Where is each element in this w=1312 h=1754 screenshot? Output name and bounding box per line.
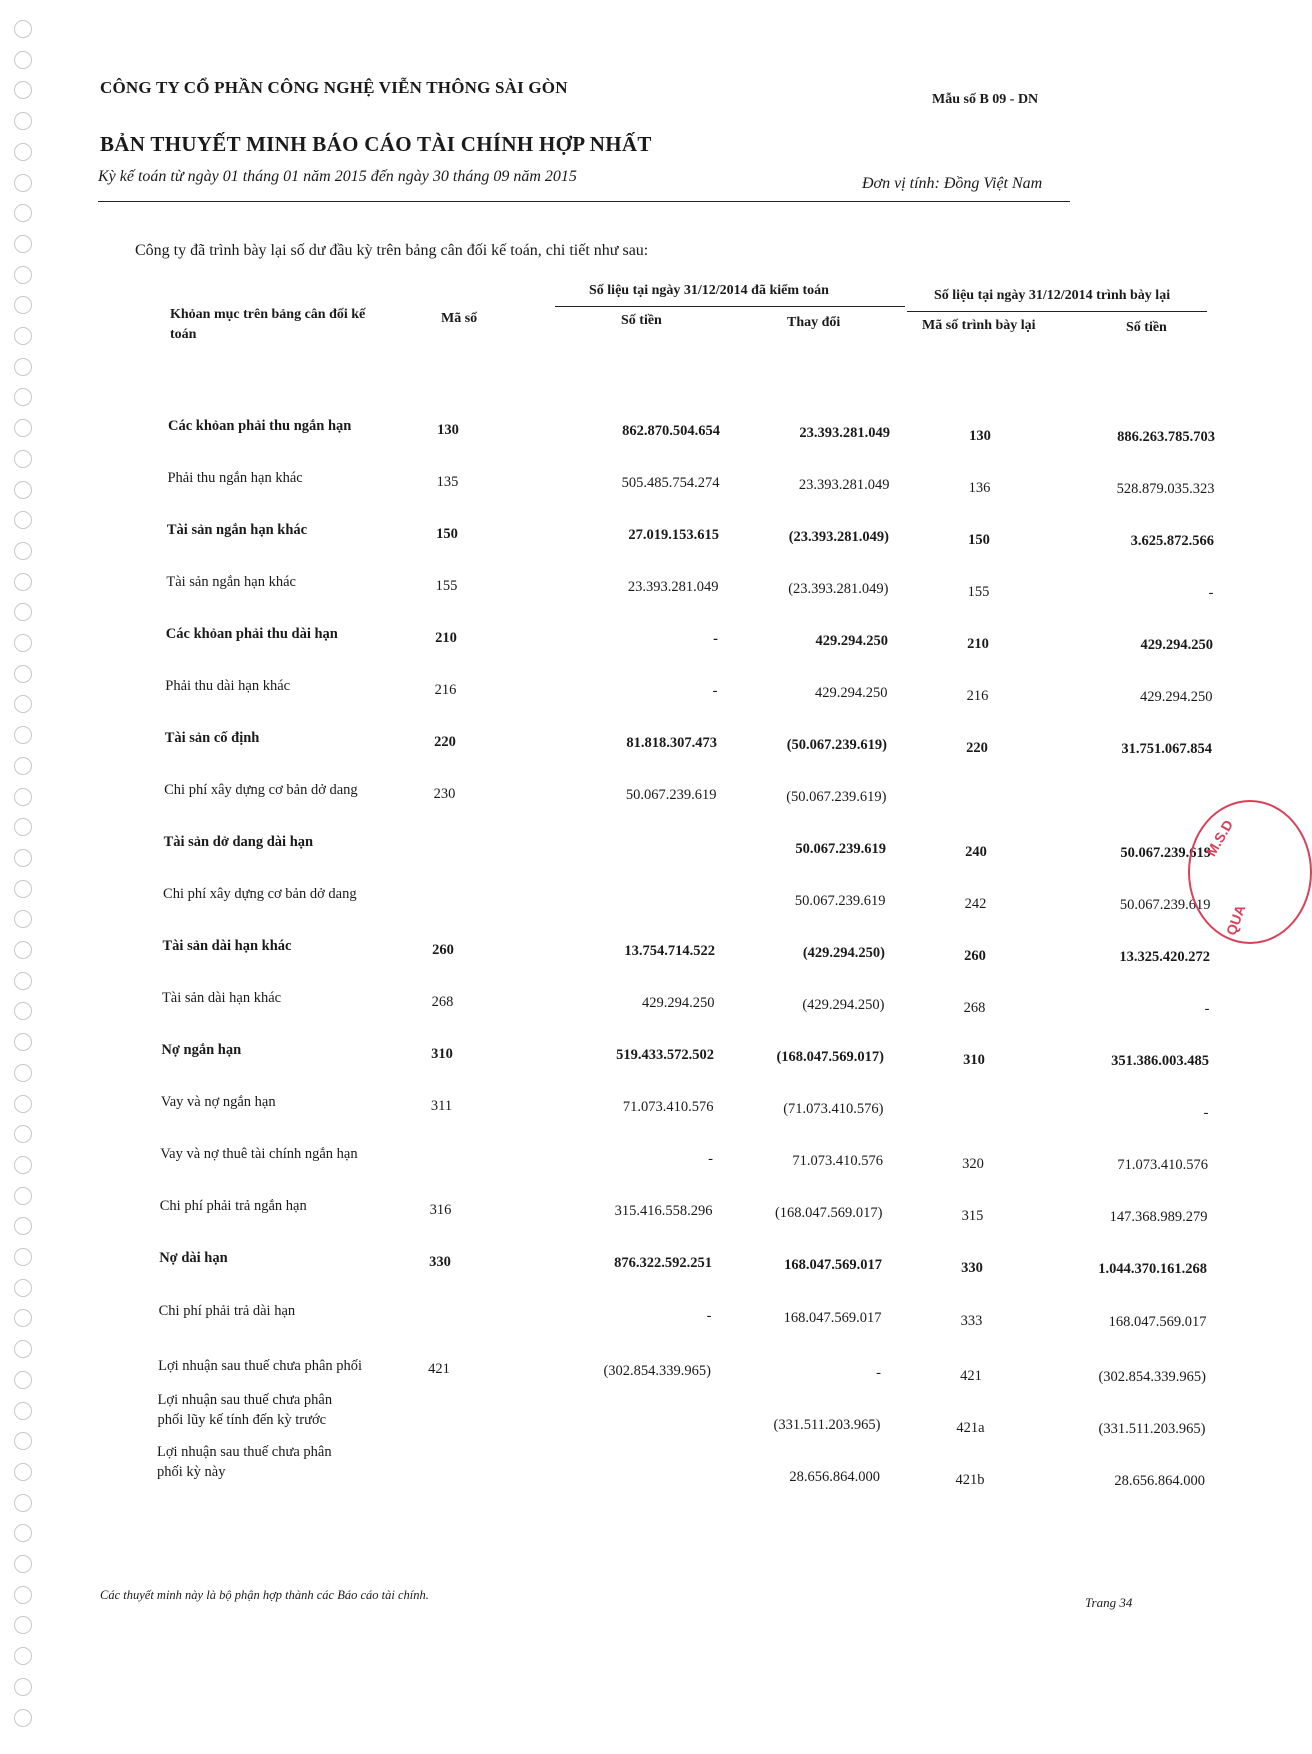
table-cell-new-amount: 28.656.864.000 bbox=[1114, 1473, 1205, 1489]
table-cell-new-code: 268 bbox=[963, 999, 986, 1016]
table-cell-amount: - bbox=[706, 1307, 712, 1324]
table-cell-new-amount: 429.294.250 bbox=[1140, 637, 1213, 654]
table-cell-amount: 862.870.504.654 bbox=[622, 423, 720, 439]
binder-hole bbox=[14, 1187, 32, 1205]
binder-hole bbox=[14, 1616, 32, 1634]
table-cell-change: 23.393.281.049 bbox=[798, 477, 890, 494]
table-cell-change: (331.511.203.965) bbox=[773, 1417, 881, 1434]
binder-hole bbox=[14, 849, 32, 867]
binder-hole bbox=[14, 665, 32, 683]
table-cell-code: 311 bbox=[430, 1097, 453, 1114]
column-header-amount: Số tiền bbox=[621, 313, 662, 328]
binder-hole bbox=[14, 910, 32, 928]
table-cell-amount: 71.073.410.576 bbox=[622, 1098, 714, 1115]
table-cell-new-amount: 50.067.239.619 bbox=[1119, 897, 1211, 914]
table-cell-new-code: 421b bbox=[955, 1471, 985, 1488]
binder-hole bbox=[14, 788, 32, 806]
table-cell-amount: 13.754.714.522 bbox=[624, 942, 715, 959]
table-cell-code: 310 bbox=[431, 1045, 453, 1062]
table-cell-amount: - bbox=[708, 1150, 713, 1167]
column-header-code: Mã số bbox=[441, 311, 478, 326]
table-cell-change: 50.067.239.619 bbox=[795, 841, 886, 858]
table-cell-code: 268 bbox=[431, 993, 454, 1010]
table-cell-new-code: 421 bbox=[960, 1367, 982, 1384]
binder-hole bbox=[14, 941, 32, 959]
page-number: Trang 34 bbox=[1085, 1595, 1133, 1610]
table-cell-code: 330 bbox=[429, 1253, 451, 1270]
table-cell-new-code: 242 bbox=[964, 895, 987, 912]
table-cell-change: 71.073.410.576 bbox=[792, 1153, 883, 1170]
table-cell-item: Tài sản dài hạn khác bbox=[161, 990, 282, 1007]
table-cell-item: Lợi nhuận sau thuế chưa phân phối lũy kế tính đến kỳ trước bbox=[157, 1391, 333, 1428]
table-cell-new-code: 150 bbox=[968, 531, 990, 548]
table-cell-item: Tài sản cố định bbox=[164, 730, 260, 747]
table-cell-change: - bbox=[876, 1365, 881, 1382]
table-cell-item: Nợ ngắn hạn bbox=[161, 1042, 242, 1059]
table-cell-new-code: 310 bbox=[963, 1051, 985, 1068]
binder-hole bbox=[14, 573, 32, 591]
document-title: BẢN THUYẾT MINH BÁO CÁO TÀI CHÍNH HỢP NHẤT bbox=[100, 132, 652, 156]
table-cell-change: (429.294.250) bbox=[802, 997, 885, 1014]
table-cell-new-code: 421a bbox=[956, 1419, 985, 1436]
table-cell-item: Phải thu ngắn hạn khác bbox=[167, 470, 303, 487]
binder-hole bbox=[14, 542, 32, 560]
binder-hole bbox=[14, 972, 32, 990]
table-cell-code: 210 bbox=[435, 629, 457, 646]
binder-hole bbox=[14, 204, 32, 222]
binder-hole bbox=[14, 1524, 32, 1542]
table-cell-amount: 429.294.250 bbox=[642, 994, 715, 1011]
table-cell-change: 50.067.239.619 bbox=[794, 893, 886, 910]
table-cell-item: Tài sản dở dang dài hạn bbox=[163, 834, 314, 851]
binder-hole bbox=[14, 450, 32, 468]
table-cell-new-code: 260 bbox=[964, 947, 986, 964]
binder-hole bbox=[14, 1064, 32, 1082]
binder-hole bbox=[14, 1217, 32, 1235]
table-cell-new-amount: 528.879.035.323 bbox=[1116, 481, 1215, 498]
table-cell-change: (23.393.281.049) bbox=[788, 529, 889, 546]
binder-hole bbox=[14, 1125, 32, 1143]
accounting-period: Kỳ kế toán từ ngày 01 tháng 01 năm 2015 đến ngày 30 tháng 09 năm 2015 bbox=[98, 168, 577, 185]
header-rule bbox=[98, 201, 1070, 202]
binder-hole bbox=[14, 81, 32, 99]
column-header-item: Khỏan mục trên bảng cân đối kế toán bbox=[170, 307, 366, 342]
table-cell-new-code: 320 bbox=[962, 1155, 984, 1172]
table-cell-new-amount: 3.625.872.566 bbox=[1130, 533, 1214, 550]
table-cell-amount: - bbox=[713, 630, 718, 647]
table-cell-change: 168.047.569.017 bbox=[783, 1310, 882, 1327]
company-name: CÔNG TY CỔ PHẦN CÔNG NGHỆ VIỄN THÔNG SÀI GÒN bbox=[100, 78, 568, 97]
table-cell-amount: 505.485.754.274 bbox=[621, 474, 720, 491]
table-cell-code: 316 bbox=[429, 1201, 452, 1218]
binder-hole bbox=[14, 1402, 32, 1420]
table-cell-new-code: 130 bbox=[969, 427, 991, 444]
binder-hole bbox=[14, 1156, 32, 1174]
table-cell-amount: - bbox=[712, 682, 718, 699]
seal-text-top: M.S.D bbox=[1202, 817, 1237, 859]
table-cell-code: 216 bbox=[434, 681, 457, 698]
table-cell-item: Lợi nhuận sau thuế chưa phân phối kỳ này bbox=[157, 1443, 332, 1480]
table-cell-new-code: 315 bbox=[961, 1207, 984, 1224]
table-cell-item: Tài sản dài hạn khác bbox=[162, 938, 292, 955]
column-header-change: Thay đổi bbox=[787, 315, 841, 330]
binder-hole bbox=[14, 20, 32, 38]
binder-hole bbox=[14, 1555, 32, 1573]
table-cell-code: 155 bbox=[435, 577, 458, 594]
binder-hole bbox=[14, 1095, 32, 1113]
intro-text: Công ty đã trình bày lại số dư đầu kỳ trên bảng cân đối kế toán, chi tiết như sau: bbox=[135, 242, 649, 259]
table-cell-item: Vay và nợ thuê tài chính ngắn hạn bbox=[160, 1146, 358, 1162]
table-cell-code: 135 bbox=[436, 473, 459, 490]
table-cell-amount: 81.818.307.473 bbox=[626, 734, 717, 751]
binder-hole bbox=[14, 1463, 32, 1481]
table-cell-item: Các khỏan phải thu dài hạn bbox=[165, 626, 338, 643]
binder-hole bbox=[14, 1432, 32, 1450]
table-cell-change: (168.047.569.017) bbox=[774, 1205, 883, 1222]
binder-hole bbox=[14, 174, 32, 192]
binder-hole bbox=[14, 1033, 32, 1051]
binder-hole bbox=[14, 327, 32, 345]
table-cell-new-amount: (331.511.203.965) bbox=[1098, 1421, 1206, 1437]
table-cell-item: Chi phí phải trả dài hạn bbox=[158, 1302, 296, 1319]
binder-hole bbox=[14, 481, 32, 499]
table-cell-new-amount: - bbox=[1203, 1105, 1209, 1122]
company-seal bbox=[1188, 800, 1312, 944]
binder-hole bbox=[14, 726, 32, 744]
column-header-new-code: Mã số trình bày lại bbox=[922, 318, 1036, 333]
table-cell-amount: 50.067.239.619 bbox=[625, 786, 717, 803]
table-cell-new-amount: - bbox=[1208, 585, 1214, 602]
binder-hole bbox=[14, 1371, 32, 1389]
table-cell-change: (23.393.281.049) bbox=[788, 581, 889, 598]
table-cell-change: (429.294.250) bbox=[802, 945, 885, 962]
table-cell-item: Chi phí xây dựng cơ bản dở dang bbox=[163, 886, 357, 903]
table-cell-new-code: 155 bbox=[967, 583, 990, 600]
table-cell-amount: (302.854.339.965) bbox=[603, 1362, 711, 1379]
table-cell-amount: 23.393.281.049 bbox=[627, 578, 719, 595]
group-header-audited: Số liệu tại ngày 31/12/2014 đã kiểm toán bbox=[589, 283, 829, 298]
binder-hole bbox=[14, 1709, 32, 1727]
table-cell-change: 28.656.864.000 bbox=[789, 1469, 880, 1486]
binder-hole bbox=[14, 818, 32, 836]
table-cell-item: Tài sản ngắn hạn khác bbox=[166, 522, 308, 539]
footer-note: Các thuyết minh này là bộ phận hợp thành các Báo cáo tài chính. bbox=[100, 1588, 429, 1602]
table-cell-change: (168.047.569.017) bbox=[776, 1049, 884, 1066]
binder-hole bbox=[14, 880, 32, 898]
table-cell-item: Các khỏan phải thu ngắn hạn bbox=[168, 418, 352, 435]
binder-hole bbox=[14, 235, 32, 253]
table-cell-change: 429.294.250 bbox=[815, 685, 888, 702]
table-cell-code: 150 bbox=[436, 525, 458, 542]
table-cell-new-amount: 429.294.250 bbox=[1140, 689, 1213, 706]
currency-unit: Đơn vị tính: Đồng Việt Nam bbox=[862, 175, 1043, 192]
table-cell-new-amount: 31.751.067.854 bbox=[1121, 741, 1212, 758]
table-cell-amount: 876.322.592.251 bbox=[614, 1254, 712, 1271]
binder-hole bbox=[14, 358, 32, 376]
table-cell-new-code: 210 bbox=[967, 635, 989, 652]
table-cell-new-code: 220 bbox=[966, 739, 988, 756]
table-cell-change: (71.073.410.576) bbox=[783, 1101, 884, 1118]
binder-hole bbox=[14, 419, 32, 437]
table-cell-new-code: 333 bbox=[960, 1312, 983, 1329]
table-cell-new-code: 136 bbox=[968, 479, 991, 496]
table-cell-new-code: 216 bbox=[966, 687, 989, 704]
binder-hole bbox=[14, 266, 32, 284]
table-cell-code: 220 bbox=[434, 733, 456, 750]
table-cell-item: Lợi nhuận sau thuế chưa phân phối bbox=[158, 1357, 363, 1374]
binder-hole bbox=[14, 388, 32, 406]
table-cell-new-amount: 1.044.370.161.268 bbox=[1098, 1261, 1207, 1278]
table-cell-item: Nợ dài hạn bbox=[159, 1249, 228, 1266]
group-header-restated: Số liệu tại ngày 31/12/2014 trình bày lại bbox=[934, 288, 1171, 303]
binder-hole bbox=[14, 296, 32, 314]
binder-hole bbox=[14, 1494, 32, 1512]
table-cell-new-amount: - bbox=[1204, 1001, 1210, 1018]
table-cell-new-amount: 71.073.410.576 bbox=[1117, 1157, 1208, 1174]
group-underline-audited bbox=[555, 306, 905, 307]
table-cell-new-amount: 147.368.989.279 bbox=[1109, 1209, 1208, 1226]
table-cell-item: Chi phí phải trả ngắn hạn bbox=[159, 1197, 307, 1214]
binder-hole bbox=[14, 695, 32, 713]
table-cell-new-code: 330 bbox=[961, 1259, 983, 1276]
group-underline-restated bbox=[907, 311, 1207, 312]
table-cell-new-amount: 13.325.420.272 bbox=[1119, 949, 1210, 966]
table-cell-item: Chi phí xây dựng cơ bản dở dang bbox=[164, 782, 358, 799]
binder-hole bbox=[14, 1340, 32, 1358]
binder-hole bbox=[14, 1647, 32, 1665]
table-cell-new-amount: (302.854.339.965) bbox=[1098, 1369, 1206, 1385]
table-cell-change: 429.294.250 bbox=[815, 633, 888, 650]
binder-hole bbox=[14, 1586, 32, 1604]
binder-hole bbox=[14, 1678, 32, 1696]
binder-hole bbox=[14, 143, 32, 161]
table-cell-new-amount: 168.047.569.017 bbox=[1108, 1314, 1207, 1331]
binder-hole bbox=[14, 511, 32, 529]
table-cell-code: 130 bbox=[437, 421, 459, 438]
form-code: Mẫu số B 09 - DN bbox=[932, 92, 1039, 107]
table-cell-item: Tài sản ngắn hạn khác bbox=[166, 574, 296, 591]
table-cell-change: (50.067.239.619) bbox=[786, 789, 887, 806]
binder-hole bbox=[14, 634, 32, 652]
binder-hole bbox=[14, 1309, 32, 1327]
binder-hole bbox=[14, 757, 32, 775]
table-cell-new-amount: 351.386.003.485 bbox=[1111, 1053, 1209, 1070]
table-cell-amount: 519.433.572.502 bbox=[616, 1046, 714, 1063]
binder-hole bbox=[14, 603, 32, 621]
table-cell-amount: 315.416.558.296 bbox=[614, 1202, 713, 1219]
table-cell-change: 23.393.281.049 bbox=[799, 425, 890, 442]
table-cell-change: 168.047.569.017 bbox=[784, 1257, 882, 1274]
seal-text-bottom: QUA bbox=[1222, 902, 1249, 938]
table-cell-item: Phải thu dài hạn khác bbox=[165, 678, 291, 695]
binder-hole bbox=[14, 1248, 32, 1266]
binder-hole bbox=[14, 1002, 32, 1020]
table-cell-new-amount: 50.067.239.619 bbox=[1120, 845, 1211, 862]
table-cell-item: Vay và nợ ngắn hạn bbox=[160, 1094, 276, 1110]
binder-holes bbox=[14, 20, 36, 1740]
table-cell-code: 421 bbox=[428, 1361, 450, 1378]
binder-hole bbox=[14, 1279, 32, 1297]
table-cell-new-amount: 886.263.785.703 bbox=[1117, 429, 1215, 446]
column-header-new-amount: Số tiền bbox=[1126, 320, 1167, 335]
binder-hole bbox=[14, 51, 32, 69]
table-cell-change: (50.067.239.619) bbox=[786, 737, 887, 754]
table-cell-code: 260 bbox=[432, 941, 454, 958]
table-cell-amount: 27.019.153.615 bbox=[628, 526, 719, 543]
table-cell-new-code: 240 bbox=[965, 843, 987, 860]
table-cell-code: 230 bbox=[433, 785, 456, 802]
binder-hole bbox=[14, 112, 32, 130]
